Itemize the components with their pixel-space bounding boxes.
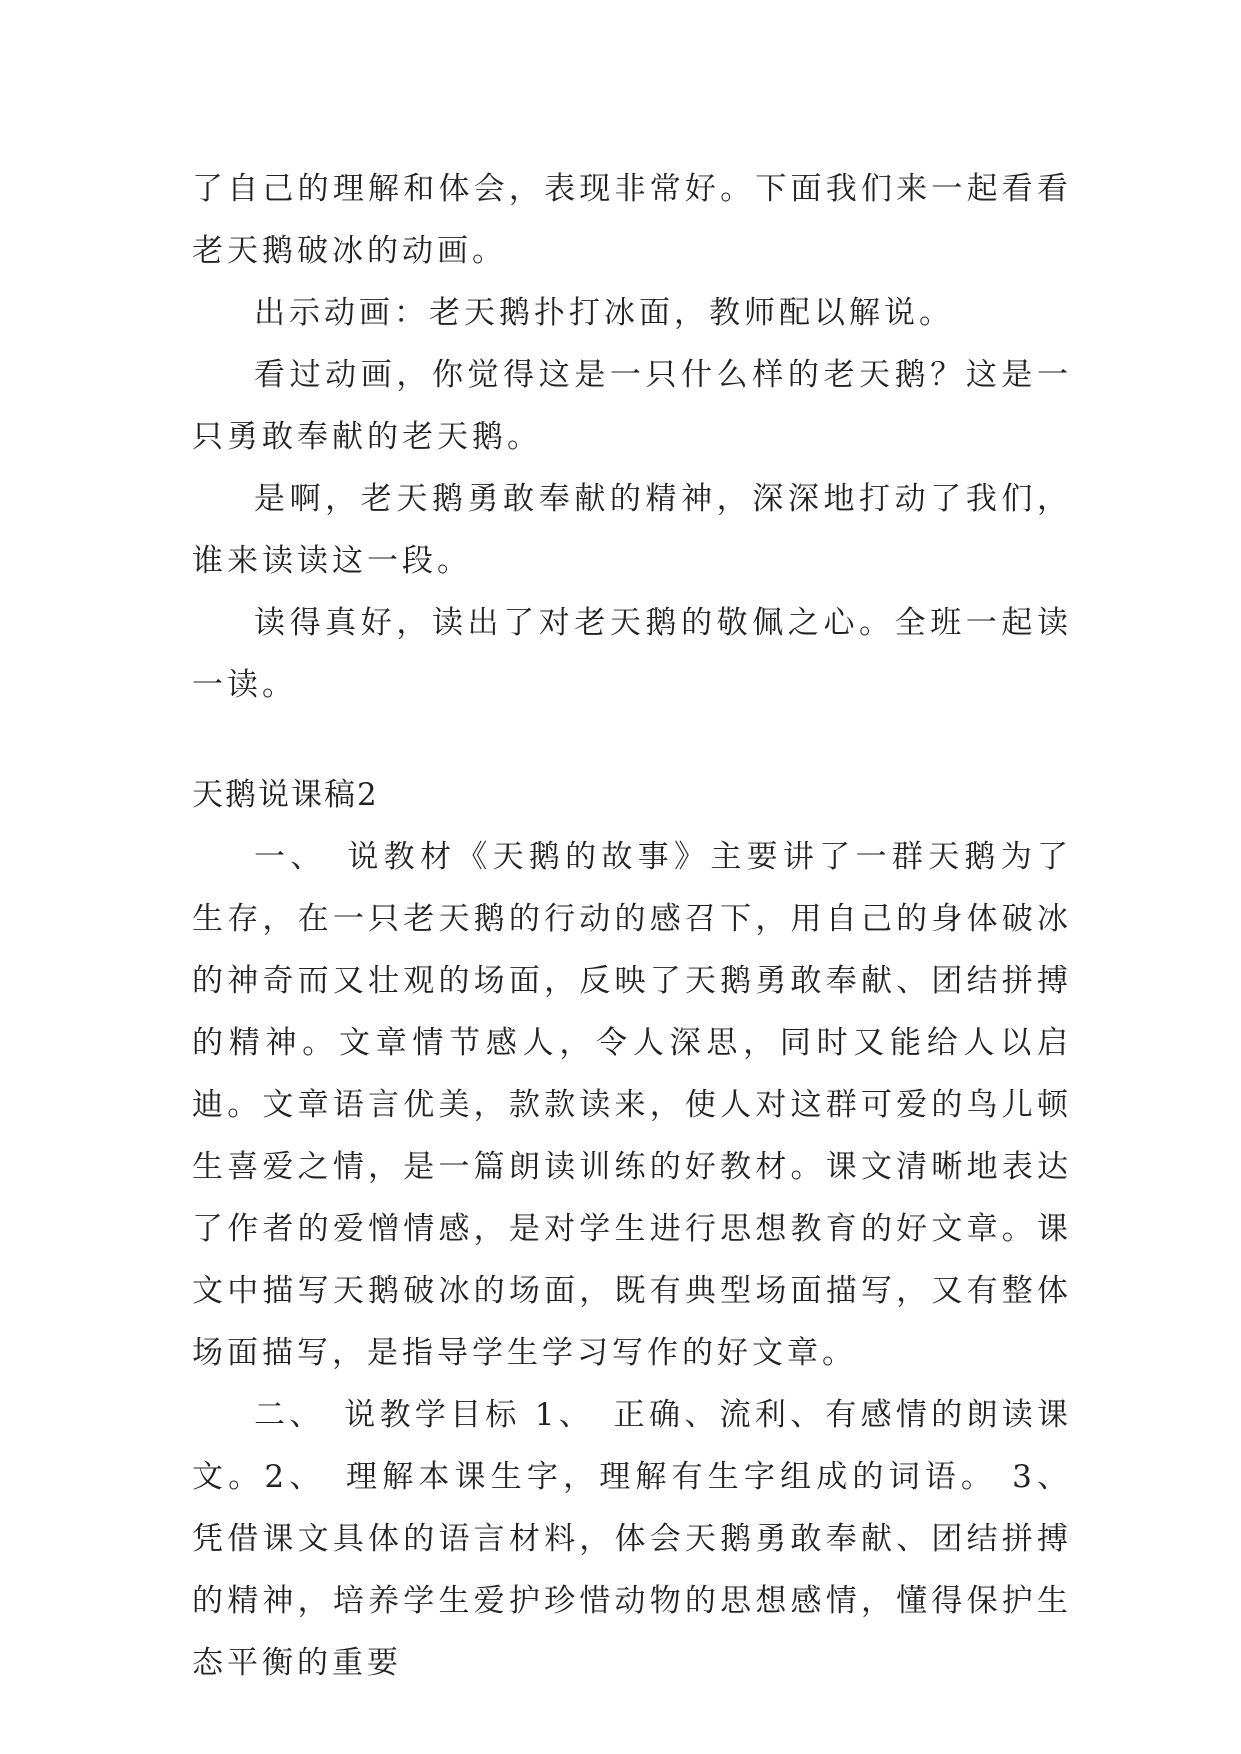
- document-body: [192, 158, 1072, 1694]
- paragraph: 看过动画，你觉得这是一只什么样的老天鹅？这是一只勇敢奉献的老天鹅。: [192, 357, 1072, 455]
- section-title: 天鹅说课稿2: [192, 777, 379, 813]
- paragraph: 一、 说教材《天鹅的故事》主要讲了一群天鹅为了生存，在一只老天鹅的行动的感召下，用自己的身体破冰的神奇而又壮观的场面，反映了天鹅勇敢奉献、团结拼搏的精神。文章情节感人，令人深思，同时又能给人以启迪。文章语言优美，款款读来，使人对这群可爱的鸟儿顿生喜爱之情，是一篇朗读训练的好教材。课文清晰地表达了作者的爱憎情感，是对学生进行思想教育的好文章。课文中描写天鹅破冰的场面，既有典型场面描写，又有整体场面描写，是指导学生学习写作的好文章。: [192, 839, 1072, 1371]
- paragraph: 了自己的理解和体会，表现非常好。下面我们来一起看看老天鹅破冰的动画。: [192, 171, 1072, 269]
- paragraph: 读得真好，读出了对老天鹅的敬佩之心。全班一起读一读。: [192, 605, 1072, 703]
- paragraph: 出示动画：老天鹅扑打冰面，教师配以解说。: [254, 295, 954, 331]
- paragraph: 二、 说教学目标 1、 正确、流利、有感情的朗读课文。2、 理解本课生字，理解有生字组成的词语。 3、凭借课文具体的语言材料，体会天鹅勇敢奉献、团结拼搏的精神，培养学生爱护珍惜动物的思想感情，懂得保护生态平衡的重要: [192, 1397, 1072, 1681]
- paragraph: 是啊，老天鹅勇敢奉献的精神，深深地打动了我们，谁来读读这一段。: [192, 481, 1072, 579]
